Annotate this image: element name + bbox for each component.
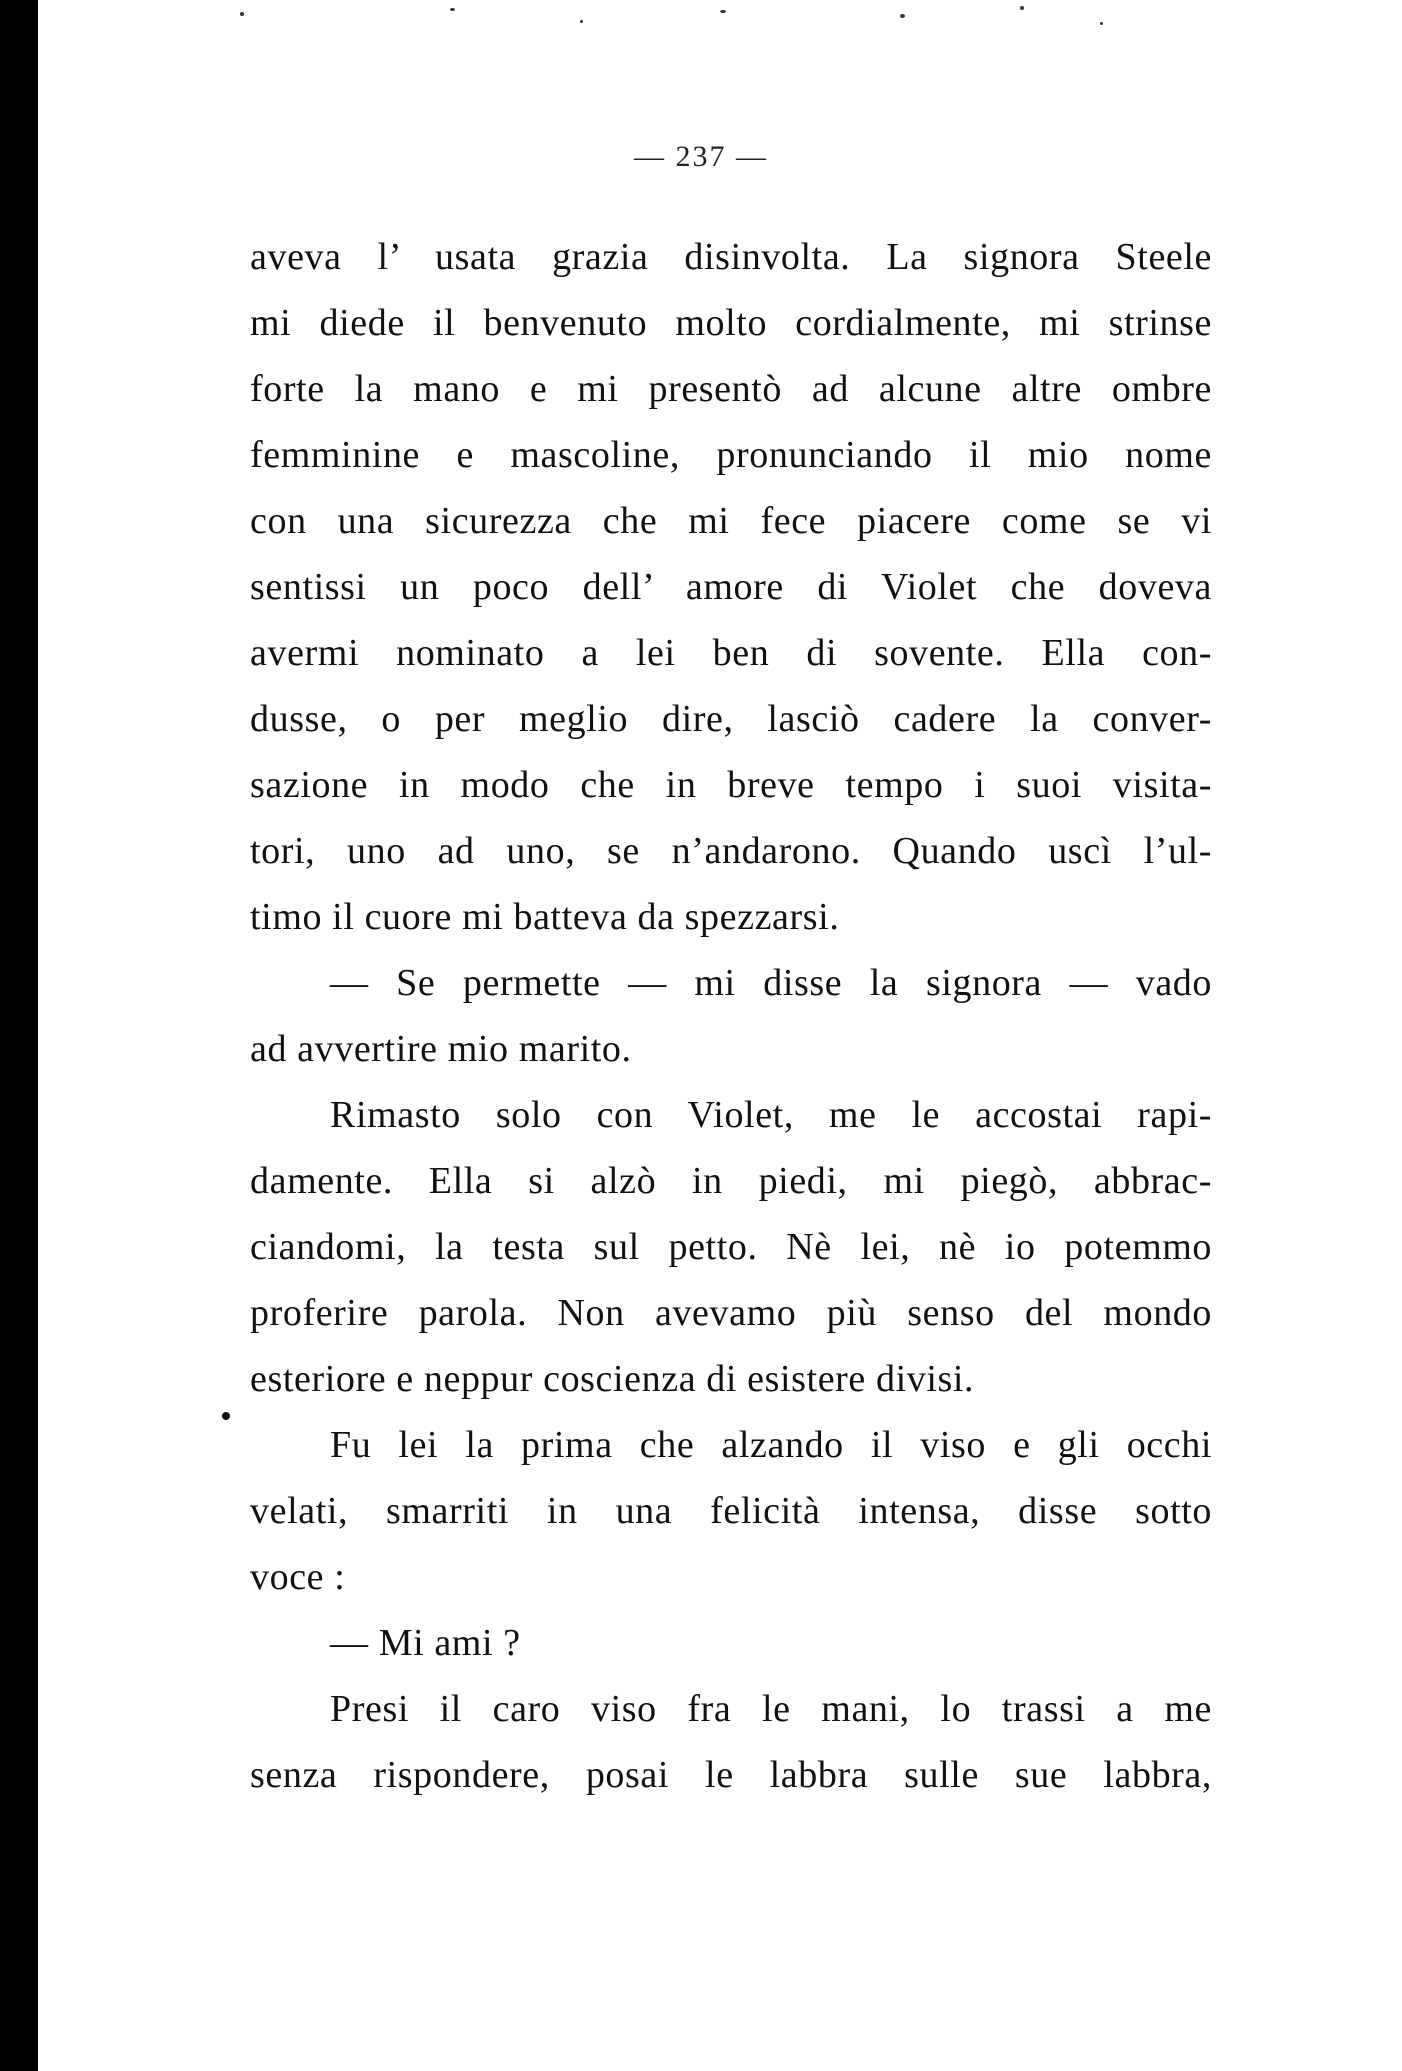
text-line: voce : [250, 1556, 346, 1598]
text-line: avermi nominato a lei ben di sovente. Ella con- [250, 632, 1212, 674]
text-line: sentissi un poco dell’ amore di Violet che doveva [250, 566, 1212, 608]
text-line: senza rispondere, posai le labbra sulle sue labbra, [250, 1754, 1212, 1796]
text-line: Presi il caro viso fra le mani, lo trassi a me [330, 1688, 1212, 1730]
speck [1100, 22, 1103, 25]
text-line: timo il cuore mi batteva da spezzarsi. [250, 896, 840, 938]
text-line: ad avvertire mio marito. [250, 1028, 632, 1070]
text-line: velati, smarriti in una felicità intensa, disse sotto [250, 1490, 1212, 1532]
text-line: ciandomi, la testa sul petto. Nè lei, nè io potemmo [250, 1226, 1212, 1268]
text-line: proferire parola. Non avevamo più senso del mondo [250, 1292, 1212, 1334]
text-line: damente. Ella si alzò in piedi, mi piegò, abbrac- [250, 1160, 1212, 1202]
binding-edge [0, 0, 38, 2071]
text-line: — Mi ami ? [330, 1622, 521, 1664]
text-line: — Se permette — mi disse la signora — vado [330, 962, 1212, 1004]
text-line: dusse, o per meglio dire, lasciò cadere la conver- [250, 698, 1212, 740]
speck [450, 8, 455, 11]
text-line: tori, uno ad uno, se n’andarono. Quando uscì l’ul- [250, 830, 1212, 872]
text-line: aveva l’ usata grazia disinvolta. La signora Steele [250, 236, 1212, 278]
speck [900, 14, 905, 18]
text-line: femminine e mascoline, pronunciando il mio nome [250, 434, 1212, 476]
page-number: — 237 — [634, 140, 768, 173]
speck [1020, 6, 1024, 10]
speck [580, 20, 583, 23]
text-line: mi diede il benvenuto molto cordialmente, mi strinse [250, 302, 1212, 344]
ink-dot [222, 1412, 230, 1420]
text-line: Rimasto solo con Violet, me le accostai rapi- [330, 1094, 1212, 1136]
speck [240, 12, 244, 16]
speck [720, 10, 726, 13]
text-line: sazione in modo che in breve tempo i suoi visita- [250, 764, 1212, 806]
text-line: Fu lei la prima che alzando il viso e gli occhi [330, 1424, 1212, 1466]
scan-noise [200, 0, 1200, 40]
text-line: esteriore e neppur coscienza di esistere divisi. [250, 1358, 975, 1400]
text-line: con una sicurezza che mi fece piacere come se vi [250, 500, 1212, 542]
text-line: forte la mano e mi presentò ad alcune altre ombre [250, 368, 1212, 410]
body-text [250, 224, 1212, 1808]
